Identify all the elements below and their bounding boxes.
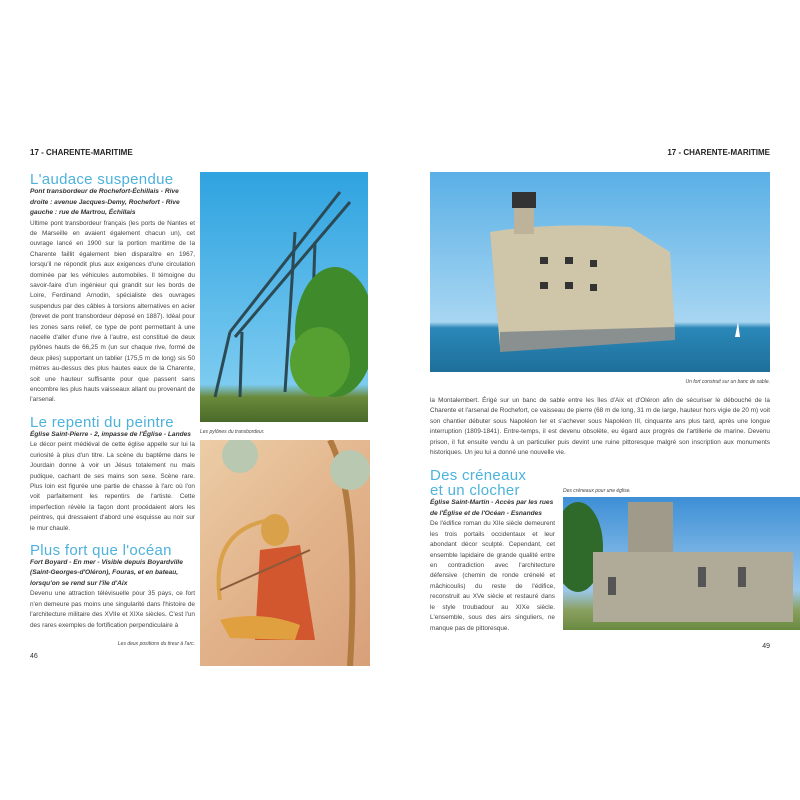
fresco-photo	[200, 440, 370, 666]
section-title-line1: Des créneaux	[430, 467, 527, 485]
section-esnandes	[430, 468, 555, 633]
section-subtitle: Église Saint-Martin - Accès par les rues de l'Église et de l'Océan - Esnandes	[430, 499, 554, 517]
section-title: Plus fort que l'océan	[30, 541, 172, 559]
section-title: L'audace suspendue	[30, 171, 174, 188]
section-body: De l'édifice roman du XIIe siècle demeurent les trois portails occidentaux et leur abondant décor sculpté. Cependant, cet ensemble lapidaire de grande qualité entre en contradiction avec l'architecture défensive (chemin de ronde crénelé et mâchicoulis) du reste de l'édifice, reconstruit au XVe siècle et restauré dans le style troubadour au XIXe siècle. L'ensemble, sous des airs singuliers, ne manque pas de pittoresque.	[430, 520, 555, 632]
continued-text: la Montalembert. Érigé sur un banc de sable entre les îles d'Aix et d'Oléron afin de sécuriser le débouché de la Charente et l'arsenal de Rochefort, ce vaisseau de pierre (68 m de long, 31 m de large, hauteur hors vigie de 20 m) voit son chantier débuter sous Napoléon Ier et s'achever sous Napoléon III, cinquante ans plus tard, après une longue interruption (1809-1841). Entre-temps, il est devenu obsolète, eu égard aux progrès de l'artillerie de marine. Devenu prison, il fut ensuite vendu à un particulier puis devint une ruine pittoresque malgré son inscription aux monuments historiques. Un jeu lui a donné une nouvelle vie.	[430, 397, 770, 457]
caption-bridge: Les pylônes du transbordeur.	[200, 429, 265, 435]
section-repenti	[30, 415, 195, 534]
caption-church: Des créneaux pour une église.	[563, 488, 631, 494]
church-photo	[563, 497, 800, 630]
caption-fort: Un fort construit sur un banc de sable.	[685, 379, 770, 385]
fort-boyard-photo	[430, 172, 770, 372]
caption-fresco: Les deux positions du tireur à l'arc.	[117, 641, 195, 648]
section-subtitle: Fort Boyard - En mer - Visible depuis Boyardville (Saint-Georges-d'Oléron), Fouras, et en bateau, lorsqu'on se rend sur l'île d'Aix	[30, 558, 183, 587]
section-body: Devenu une attraction télévisuelle pour 35 pays, ce fort n'en demeure pas moins une singularité dans l'histoire de l'architecture militaire des XVIIe et XIXe siècles. C'est l'un des rares exemples de fortification perpendiculaire à	[30, 590, 195, 629]
section-subtitle: Pont transbordeur de Rochefort-Échillais - Rive droite : avenue Jacques-Demy, Rochefort - Rive gauche : rue de Martrou, Échillais	[30, 188, 180, 216]
section-body: Le décor peint médiéval de cette église appelle sur lui la curiosité à plus d'un titre. La scène du baptême dans le Jourdain donne à voir un Jésus totalement nu mais pudique, cachant de ses mains son sexe. Scène rare. Plus loin est figurée une partie de chasse à l'arc où l'on voit parfaitement les repentirs de l'artiste. Cette imperfection révèle la façon dont procédaient alors les peintres, qui dressaient d'abord une esquisse au noir sur le mur chaulé.	[30, 441, 195, 532]
transbordeur-bridge-photo	[200, 172, 368, 422]
section-body: Ultime pont transbordeur français (les ports de Nantes et de Marseille en avaient également chacun un), cet ouvrage lancé en 1900 sur la portion maritime de la Charente faillit également bien disparaître en 1967, lorsqu'il ne répondit plus aux exigences d'une circulation dominée par les véhicules automobiles. Il témoigne du savoir-faire d'un ingénieur qui grandit sur les bords de Loire, Ferdinand Arnodin, spécialiste des ouvrages suspendus par des câbles à torsions alternatives en acier (brevet de pont transbordeur déposé en 1887). Idéal pour les zones sans relief, ce type de pont permettant à une nacelle d'aller d'une rive à l'autre, est constitué de deux pylônes hauts de 66,25 m (un sur chaque rive, formé de deux piles) supportant un tablier (175,5 m de long) sis 50 mètres au-dessus des plus hautes eaux de la Charente, soit une hauteur suffisante pour que passent sans encombre les plus hauts vaisseaux allant ou provenant de l'arsenal.	[30, 219, 195, 404]
page-number-right: 49	[762, 643, 770, 650]
right-running-header: 17 - CHARENTE-MARITIME	[667, 148, 770, 157]
section-fort-boyard	[30, 543, 195, 631]
section-transbordeur	[30, 172, 195, 406]
page-number-left: 46	[30, 653, 38, 661]
left-text-column	[30, 172, 195, 662]
section-title-line2: et un clocher	[430, 482, 520, 500]
left-running-header: 17 - CHARENTE-MARITIME	[30, 148, 133, 157]
section-title: Le repenti du peintre	[30, 413, 174, 431]
section-subtitle: Église Saint-Pierre - 2, impasse de l'Église - Landes	[30, 430, 191, 438]
